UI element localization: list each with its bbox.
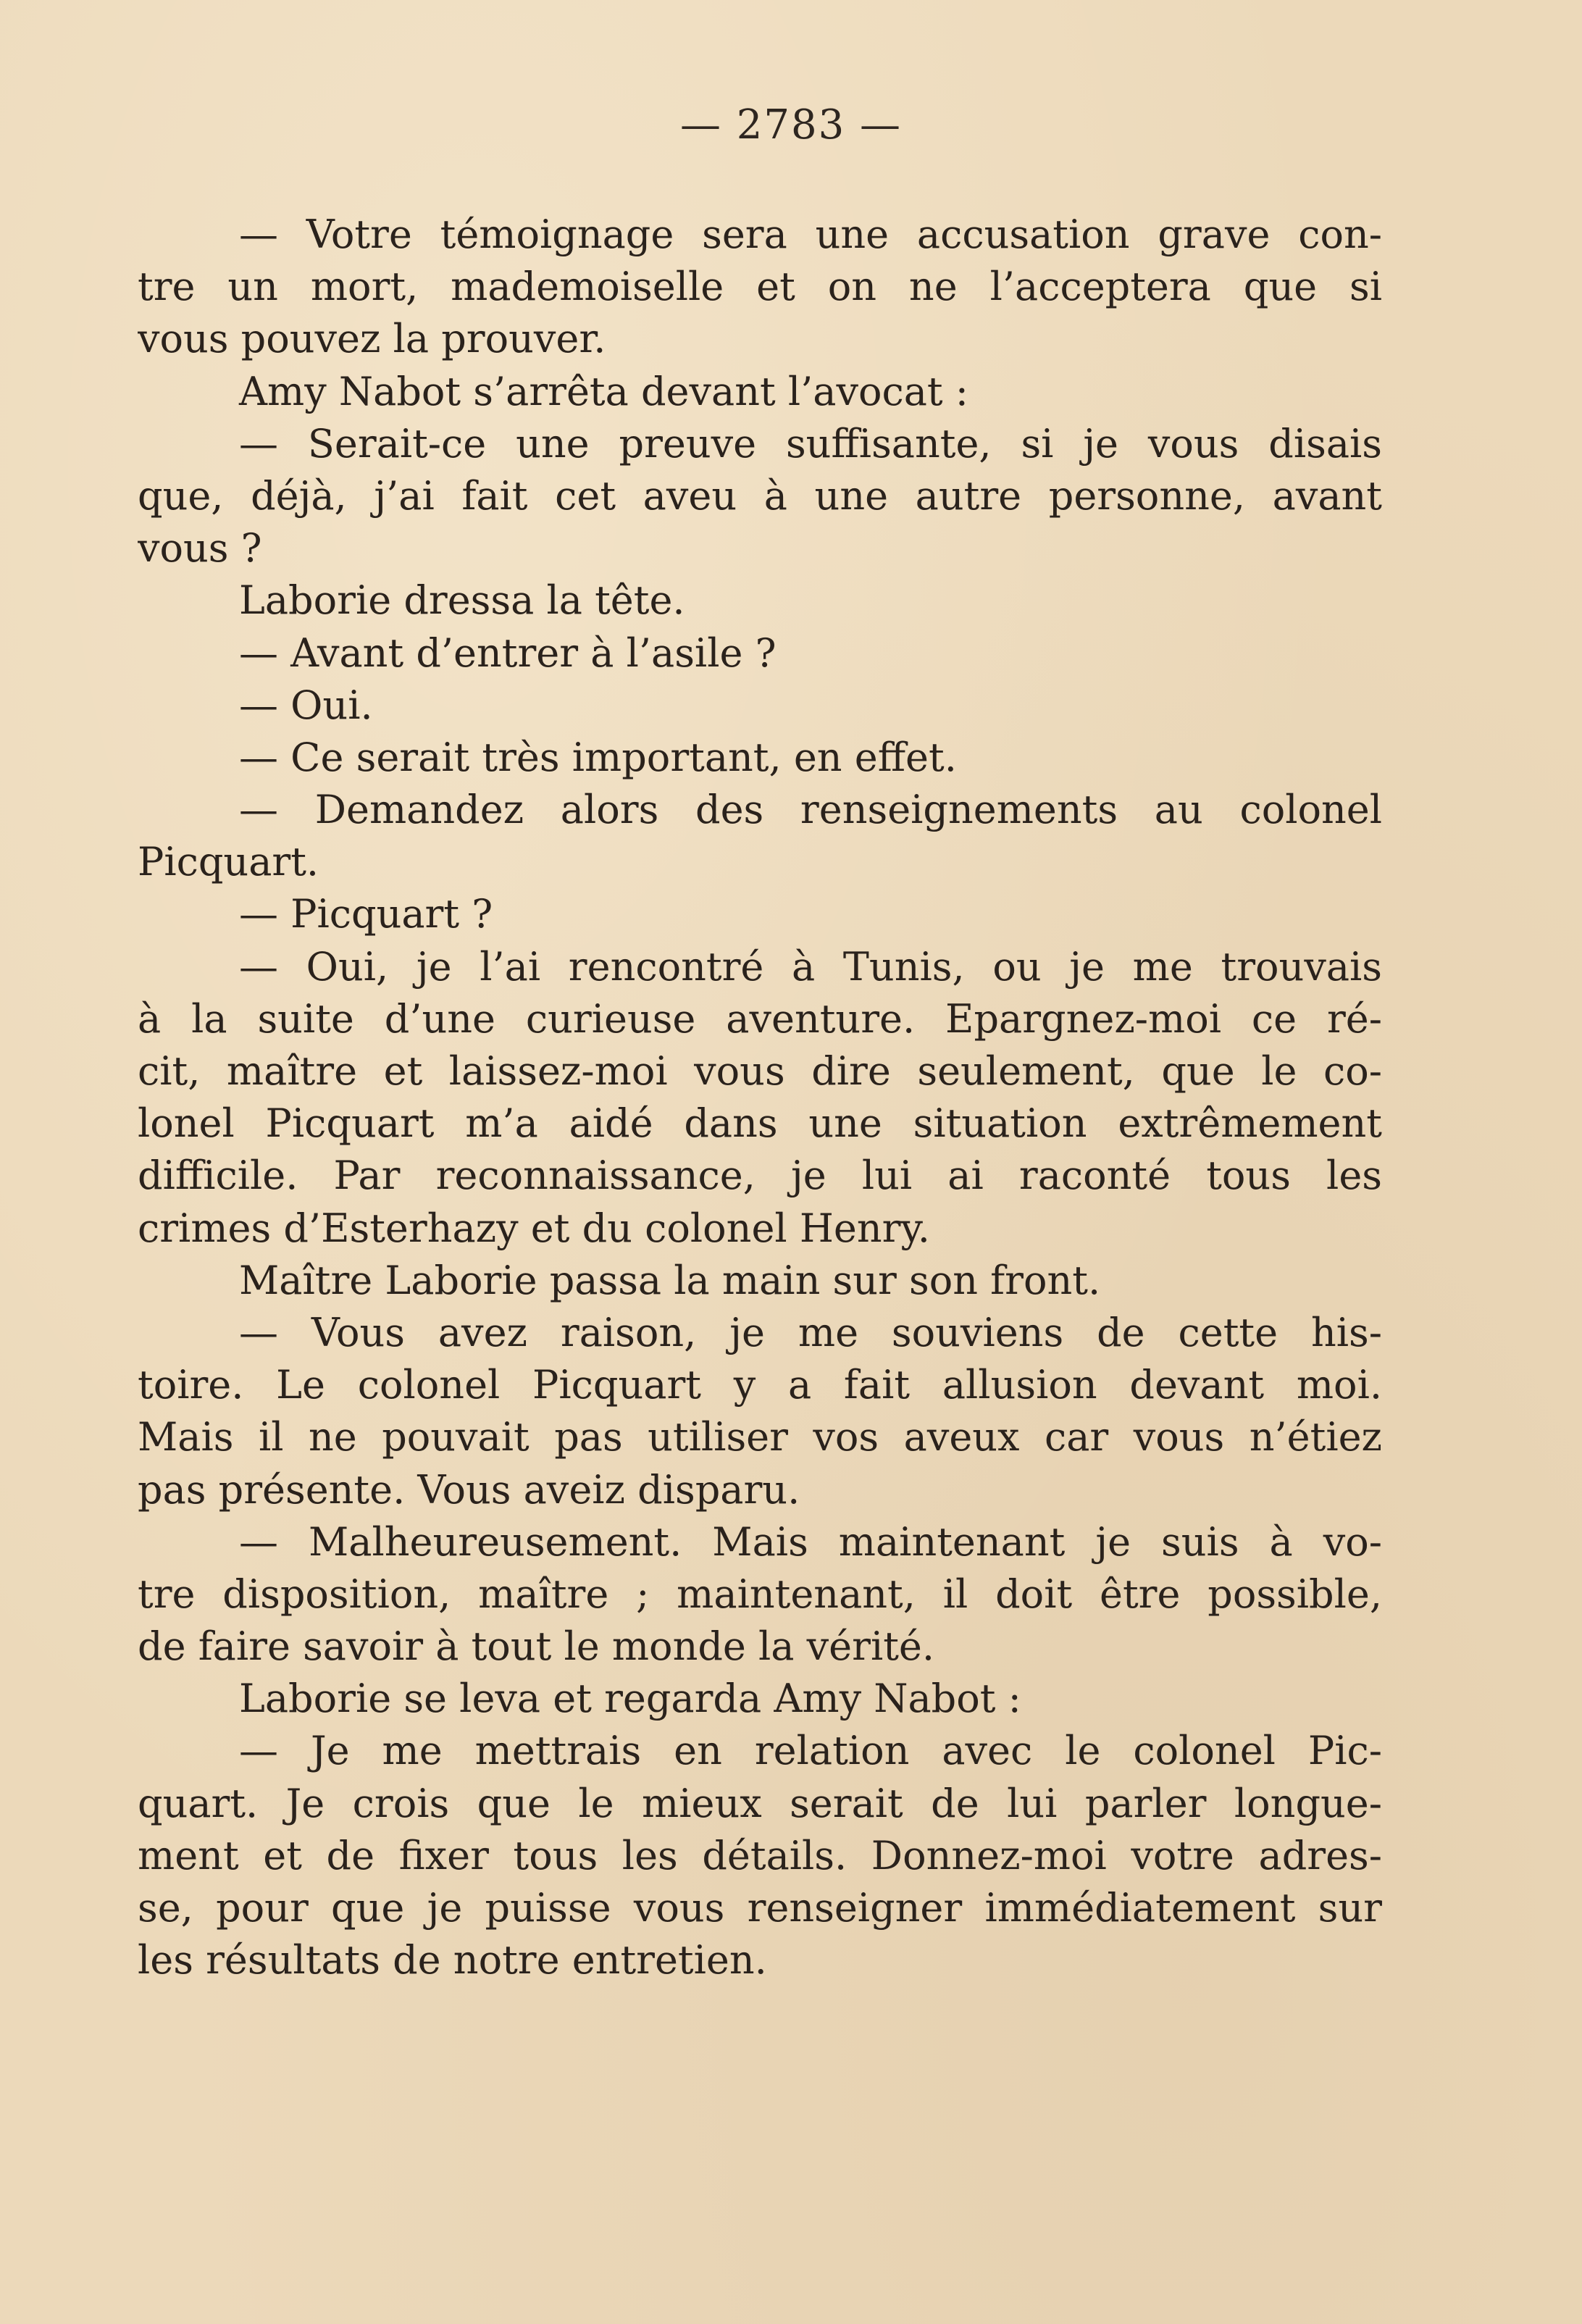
text-line: — Vous avez raison, je me souviens de cette his- — [239, 1309, 1382, 1355]
text-line: Mais il ne pouvait pas utiliser vos aveux car vous n’étiez — [138, 1414, 1382, 1460]
text-line: vous ? — [138, 525, 262, 572]
text-line: vous pouvez la prouver. — [138, 316, 606, 362]
text-line: lonel Picquart m’a aidé dans une situation extrêmement — [138, 1100, 1382, 1147]
text-line: — Oui, je l’ai rencontré à Tunis, ou je me trouvais — [239, 943, 1382, 990]
text-line: à la suite d’une curieuse aventure. Epargnez-moi ce ré- — [138, 995, 1382, 1042]
text-line: ment et de fixer tous les détails. Donnez-moi votre adres- — [138, 1832, 1382, 1878]
text-line: — Demandez alors des renseignements au colonel — [239, 787, 1382, 833]
text-line: — Picquart ? — [239, 891, 493, 937]
text-line: quart. Je crois que le mieux serait de lui parler longue- — [138, 1780, 1382, 1826]
text-line: cit, maître et laissez-moi vous dire seulement, que le co- — [138, 1048, 1382, 1094]
text-line: toire. Le colonel Picquart y a fait allusion devant moi. — [138, 1362, 1382, 1408]
text-line: difficile. Par reconnaissance, je lui ai raconté tous les — [138, 1153, 1382, 1199]
text-line: Amy Nabot s’arrêta devant l’avocat : — [239, 368, 968, 414]
text-line: — Ce serait très important, en effet. — [239, 734, 957, 780]
text-line: Picquart. — [138, 839, 319, 885]
text-line: Laborie dressa la tête. — [239, 577, 685, 624]
text-line: tre disposition, maître ; maintenant, il doit être possible, — [138, 1571, 1382, 1617]
text-line: — Malheureusement. Mais maintenant je suis à vo- — [239, 1518, 1382, 1565]
text-line: les résultats de notre entretien. — [138, 1937, 767, 1984]
text-line: — Avant d’entrer à l’asile ? — [239, 630, 777, 676]
text-line: de faire savoir à tout le monde la vérité. — [138, 1623, 935, 1670]
text-line: que, déjà, j’ai fait cet aveu à une autre personne, avant — [138, 472, 1382, 519]
page-number: — 2783 — — [679, 101, 903, 149]
body-text — [138, 209, 1382, 1986]
text-line: se, pour que je puisse vous renseigner immédiatement sur — [138, 1885, 1382, 1931]
text-line: — Je me mettrais en relation avec le colonel Pic- — [239, 1728, 1382, 1774]
text-line: — Votre témoignage sera une accusation grave con- — [239, 212, 1382, 257]
text-line: — Oui. — [239, 682, 373, 728]
text-line: Maître Laborie passa la main sur son front. — [239, 1257, 1101, 1303]
text-line: Laborie se leva et regarda Amy Nabot : — [239, 1676, 1021, 1722]
text-line: — Serait-ce une preuve suffisante, si je vous disais — [239, 420, 1382, 467]
text-line: tre un mort, mademoiselle et on ne l’acceptera que si — [138, 264, 1382, 310]
text-line: crimes d’Esterhazy et du colonel Henry. — [138, 1205, 930, 1251]
text-line: pas présente. Vous aveiz disparu. — [138, 1466, 800, 1513]
